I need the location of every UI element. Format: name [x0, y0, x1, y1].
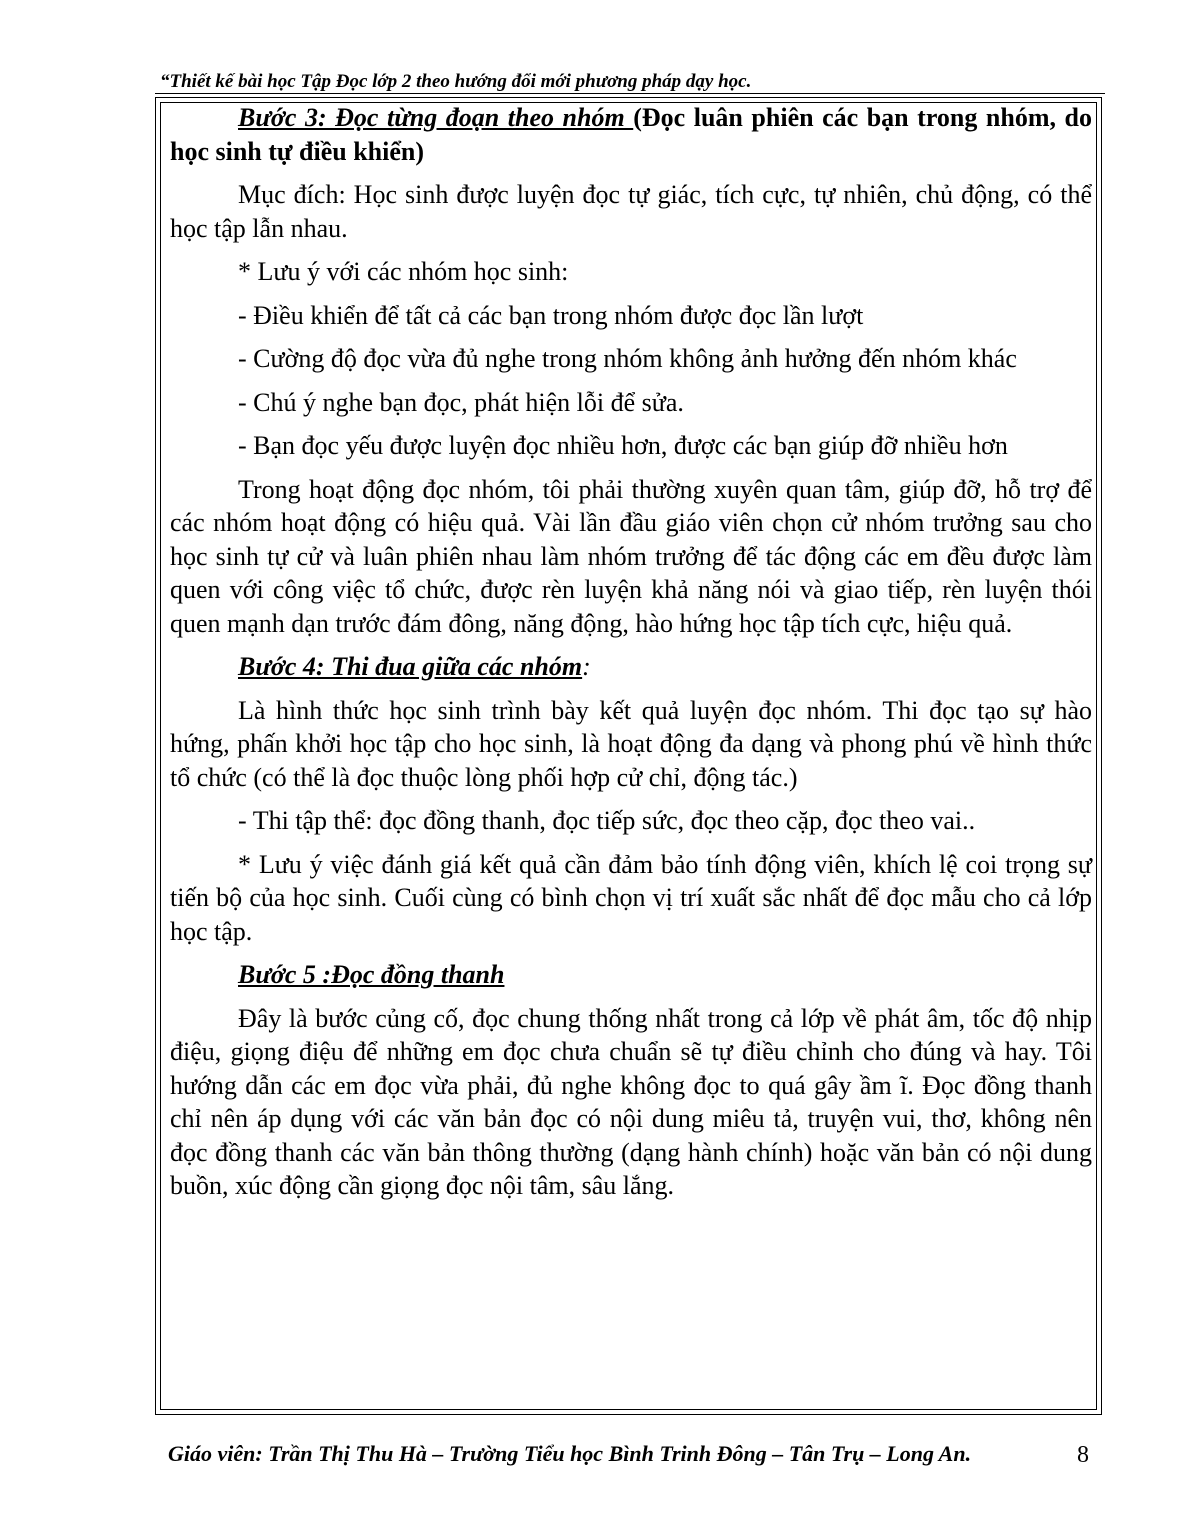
step3-heading: Bước 3: Đọc từng đoạn theo nhóm [238, 103, 634, 132]
step4-list-item: - Thi tập thể: đọc đồng thanh, đọc tiếp sức, đọc theo cặp, đọc theo vai.. [238, 806, 976, 835]
page-number: 8 [1077, 1442, 1089, 1468]
step3-note-title: * Lưu ý với các nhóm học sinh: [238, 257, 569, 286]
step5-heading-line [170, 958, 1092, 992]
step4-heading-suffix: : [582, 652, 591, 681]
page-footer: Giáo viên: Trần Thị Thu Hà – Trường Tiểu học Bình Trinh Đông – Tân Trụ – Long An. [168, 1441, 972, 1466]
step3-heading-line [170, 101, 1092, 168]
step5-heading: Bước 5 :Đọc đồng thanh [238, 960, 505, 989]
step4-note: * Lưu ý việc đánh giá kết quả cần đảm bảo tính động viên, khích lệ coi trọng sự tiến bộ của học sinh. Cuối cùng có bình chọn vị trí xuất sắc nhất để đọc mẫu cho cả lớp học tập. [170, 849, 1092, 946]
step3-heading-note: (Đọc luân phiên các bạn trong nhóm, do học sinh tự điều khiển) [170, 103, 1092, 166]
page-header: “Thiết kế bài học Tập Đọc lớp 2 theo hướng đổi mới phương pháp dạy học. [160, 71, 752, 92]
step3-paragraph: Trong hoạt động đọc nhóm, tôi phải thường xuyên quan tâm, giúp đỡ, hỗ trợ để các nhóm hoạt động có hiệu quả. Vài lần đầu giáo viên chọn cử nhóm trưởng sau cho học sinh tự cử và luân phiên nhau làm nhóm trưởng để tác động các em đều được làm quen với công việc tổ chức, được rèn luyện khả năng nói và giao tiếp, rèn luyện thói quen mạnh dạn trước đám đông, năng động, hào hứng học tập tích cực, hiệu quả. [170, 474, 1092, 638]
step3-note-item: - Chú ý nghe bạn đọc, phát hiện lỗi để sửa. [238, 387, 684, 417]
step3-note-item: - Cường độ đọc vừa đủ nghe trong nhóm không ảnh hưởng đến nhóm khác [238, 344, 1017, 373]
header-rule [155, 93, 1105, 94]
step3-note-item: - Điều khiển để tất cả các bạn trong nhóm được đọc lần lượt [238, 300, 864, 330]
step4-heading: Bước 4: Thi đua giữa các nhóm [238, 652, 583, 681]
step3-note-item: - Bạn đọc yếu được luyện đọc nhiều hơn, được các bạn giúp đỡ nhiều hơn [238, 431, 1008, 460]
document-body [170, 101, 1092, 1203]
step5-paragraph: Đây là bước củng cố, đọc chung thống nhất trong cả lớp về phát âm, tốc độ nhịp điệu, giọng điệu để những em đọc chưa chuẩn sẽ tự điều chỉnh cho đúng và hay. Tôi hướng dẫn các em đọc vừa phải, đủ nghe không đọc to quá gây ầm ĩ. Đọc đồng thanh chỉ nên áp dụng với các văn bản đọc có nội dung miêu tả, truyện vui, thơ, không nên đọc đồng thanh các văn bản thông thường (dạng hành chính) hoặc văn bản có nội dung buồn, xúc động cần giọng đọc nội tâm, sâu lắng. [170, 1003, 1092, 1200]
step4-heading-line [170, 650, 1092, 684]
step4-paragraph: Là hình thức học sinh trình bày kết quả luyện đọc nhóm. Thi đọc tạo sự hào hứng, phấn khởi học tập cho học sinh, là hoạt động đa dạng và phong phú về hình thức tổ chức (có thể là đọc thuộc lòng phối hợp cử chỉ, động tác.) [170, 695, 1092, 792]
step3-purpose: Mục đích: Học sinh được luyện đọc tự giác, tích cực, tự nhiên, chủ động, có thể học tập lẫn nhau. [170, 180, 1092, 243]
